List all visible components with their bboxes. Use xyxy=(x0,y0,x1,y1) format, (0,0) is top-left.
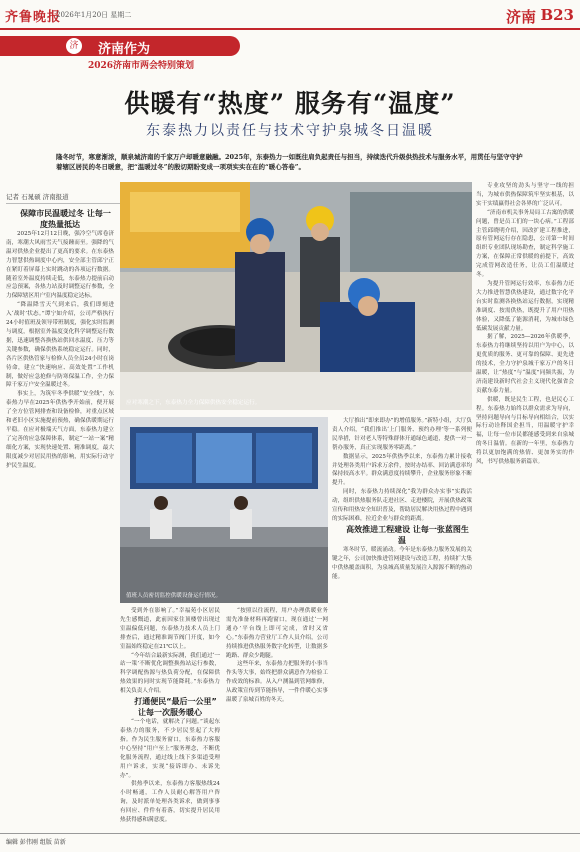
newspaper-logo: 齐鲁晚报 xyxy=(5,10,62,25)
byline: 记者 石晁硕 济南报道 xyxy=(6,193,69,201)
main-headline: 供暖有“热度” 服务有“温度” xyxy=(124,89,456,118)
photo-caption: 应对寒潮之下，东泰热力全力保障供热安全稳定运行。 xyxy=(126,400,261,406)
article-column-3 xyxy=(226,607,328,828)
special-banner xyxy=(0,36,580,72)
section-subhead-3: 高效推进工程建设 让每一张蓝图生温 xyxy=(346,524,469,545)
section-subhead-1: 保障市民温暖过冬 让每一度热量抵达 xyxy=(20,209,111,229)
control-room-photo xyxy=(120,417,328,603)
paragraph: “济南市机关事务局局工古寓的供暖问题，曾是员工们的一块心病。”工程部主管邱晓明介绍，因改扩建工程推进，原有管网运行存在隐患，公司第一时间组织专业团队现场勘查，制定科学施工方案，在保障正常供暖的前提下，高效完成管网改造任务，让员工们温暖过冬。 xyxy=(476,209,574,279)
sub-headline: 东泰热力以责任与技术守护泉城冬日温暖 xyxy=(146,123,434,139)
banner-subtitle: 2026济南市两会特别策划 xyxy=(88,61,195,71)
control-room-image xyxy=(120,417,328,603)
article-column-1 xyxy=(6,208,114,828)
masthead xyxy=(0,0,580,30)
paragraph: 同时，东泰热力持续深化“我为群众办实事”实践活动，组织供热服务队走进社区、走进楼院，开展供热政策宣传和用热安全知识普及，帮助居民解决用热过程中遇到的实际困难，拉近企业与群众的距离。 xyxy=(332,489,472,522)
workers-photo-image xyxy=(120,182,472,410)
paragraph: 受到外在影响了。”幸福苑小区居民先生感慨道，此前因家住顶楼曾出现过室温偏低问题，东泰热力技术人员上门排查后，通过精准调节阀门开度，如今室温始终稳定在21℃以上。 xyxy=(120,608,220,650)
paragraph: 这些年来，东泰热力把服务的小事当作头等大事，始终把群众满意作为检验工作成效的标准。从入户测温到管网维修，从政策宣传到节能指导，一件件暖心实事温暖了泉城百姓的冬天。 xyxy=(226,661,328,704)
paragraph: 事实上，为筑牢冬季供暖“安全线”，东泰热力早在2025年供热季开始前，便开展了全方位管网排查和设备检修，对重点区域和老旧小区实施提前预热，确保供暖期运行平稳。在应对极端天气方面，东泰热力建立了完善的应急保障体系，制定“一站一案”精细化方案，实现快速处置、精准调度，最大限度减少对居民用热的影响，用实际行动守护民生温度。 xyxy=(6,391,114,469)
paragraph: 大厅推出“即来即办”的增值服务。”新特小组，大厅负责人介绍，“我们推出‘上门服务、预约办理’等一系列便民举措，针对老人等特殊群体开通绿色通道，提供一对一帮办服务，真正实现服务零距离。” xyxy=(332,418,472,451)
paragraph: “今年结合最新实际测，我们通过‘一站一策’不断优化调整换热站运行参数，科学调配热源与热负荷分配，在保障供热效果的同时实现节能降耗。”东泰热力相关负责人介绍。 xyxy=(120,652,220,695)
paragraph: 为提升管网运行效率，东泰热力还大力推进智慧供热建设，通过数字化平台实时监测各换热站运行数据，实现精准调度、按需供热，既提升了用户用热体验，又降低了能源消耗，为城市绿色低碳发展贡献力量。 xyxy=(476,280,574,332)
article-column-4 xyxy=(332,417,472,828)
page-number: B23 xyxy=(540,6,574,24)
issue-date: 2026年1月20日 星期二 xyxy=(56,11,132,19)
page-footer xyxy=(0,833,580,852)
paragraph: 供热季以来，东泰热力客服热线24小时畅通，工作人员耐心解答用户咨询，及时派单处理各类诉求，做到事事有回应、件件有着落，切实提升居民用热获得感和满意度。 xyxy=(120,781,220,824)
paragraph: 供暖，既是民生工程，也是民心工程。东泰热力始终以群众需求为导向，坚持问题导向与目标导向相结合，以实际行动诠释国企担当，用温暖守护幸福，让每一位市民都能感受到来自泉城的冬日温情。在新的一年里，东泰热力将以更加饱满的热情、更加务实的作风，书写供热服务新篇章。 xyxy=(476,396,574,466)
paragraph: “按照以往流程，用户办理供暖业务需先准备材料再跑窗口，现在通过‘一网通办’平台线上即可完成，省时又省心。”东泰热力营业厅工作人员介绍，公司持续推进供热服务数字化转型，让数据多跑路、群众少跑腿。 xyxy=(226,608,328,659)
paragraph: “一个电话，就解决了问题。”谈起东泰热力的服务，不少居民竖起了大拇指。作为民生服务窗口，东泰热力客服中心坚持“用户至上”服务理念，不断优化服务流程，通过线上线下多渠道受理用户诉求，实现“接诉即办、未诉先办”。 xyxy=(120,719,220,779)
paragraph: 专业攻坚的劲头与坚守一线的担当，为城市供热保障筑牢坚实根基，以实干实绩赢得社会各界的广泛认可。 xyxy=(476,183,574,207)
workers-photo xyxy=(120,182,472,410)
photo-caption: 值班人员密切监控供暖设备运行情况。 xyxy=(126,593,222,599)
article-column-5 xyxy=(476,182,574,828)
section-subhead-2: 打通便民“最后一公里” 让每一次服务暖心 xyxy=(134,697,217,718)
paragraph: 寒冬时节，暖流涌动。今年是东泰热力服务发展的关键之年，公司加快推进管网建设与改造工程，持续扩大集中供热覆盖面积，为泉城高质量发展注入源源不断的热动能。 xyxy=(332,546,472,580)
paragraph: 2025年12月12日晚，强冷空气席卷济南，寒潮大风雨雪天气接踵而至。强降的气温对供热企业提出了更高的要求。在东泰热力智慧供热调度中心内，安全部主管邱宁正在紧盯着屏幕上实时跳动的各项运行数据。随着室外温度持续走低，东泰热力提前启动应急预案，各热力站及时调整运行参数，全力保障辖区用户室内温度稳定达标。 xyxy=(6,231,114,300)
paragraph: 据了解，2025—2026年供暖季，东泰热力将继续坚持以用户为中心，以更优质的服务、更可靠的保障、更先进的技术，全力守护泉城千家万户的冬日温暖，让“热度”与“温度”同频共振，为济南建设新时代社会主义现代化强省会贡献东泰力量。 xyxy=(476,334,574,394)
banner-title: 济南作为 xyxy=(98,42,151,57)
lead-paragraph: 隆冬时节，寒意渐浓，顺泉城济南的千家万户却暖意融融。2025年，东泰热力一如既往肩负起责任与担当，持续迭代升级供热技术与服务水平，用贯任与坚守守护着辖区居民的冬日暖意，把“温暖过冬”的殷切期盼变成一项项实实在在的“暖心答卷”。 xyxy=(56,153,523,171)
paragraph: 数据显示，2025年供热季以来，东泰热力累计接收并处理各类用户诉求万余件，按时办结率、回访满意率均保持较高水平。群众满意度持续攀升，企业服务形象不断提升。 xyxy=(332,453,472,487)
article-column-2 xyxy=(120,607,220,828)
section-name: 济南 xyxy=(505,8,536,26)
banner-badge-icon: 济 xyxy=(66,38,82,54)
editor-credit: 编辑 彭伟刚 组版 苗新 xyxy=(6,839,66,846)
paragraph: “降温降雪天气到来后，我们即刻进入‘战时’状态。”谭宁如介绍，公司严格执行24小时值班及领导带班制度，强化实时监测与调度，根据室外温度变化科学调整运行数据，迅速调整各换热站供回水温度、压力等关键参数，确保供热系统稳定运行。同时，各片区供热管家与检修人员全员24小时在岗待命，建立“快速响应、高效处置”工作机制，做好应急抢修与防寒保温工作，全力保障千家万户安全温暖过冬。 xyxy=(6,302,114,389)
